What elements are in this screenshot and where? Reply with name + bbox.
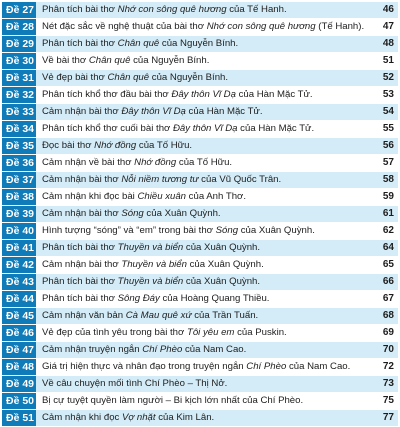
toc-row[interactable] [2,70,398,87]
toc-row[interactable] [2,342,398,359]
toc-title-text: Vẻ đẹp bài thơ [42,72,108,83]
toc-title [36,191,366,202]
toc-work-title: Nhớ con sông quê hương [117,4,227,15]
toc-title-text: Về bài thơ [42,55,89,66]
toc-title-text: Phân tích bài thơ [42,38,118,49]
toc-work-title: Sóng [121,208,144,219]
toc-page-number: 52 [382,72,394,83]
toc-row[interactable] [2,240,398,257]
toc-label: Đề 38 [2,189,36,205]
toc-page-number: 66 [382,276,394,287]
toc-page-number: 54 [382,106,394,117]
toc-work-title: Đây thôn Vĩ Dạ [172,123,238,134]
toc-row[interactable] [2,87,398,104]
toc-work-title: Vợ nhặt [122,412,156,423]
toc-title-suffix: của Hàn Mặc Tử. [237,123,315,134]
toc-title-text: Phân tích bài thơ [42,4,118,15]
toc-work-title: Sóng [215,225,239,236]
toc-title-suffix: của Nguyễn Bính. [149,72,229,83]
toc-page-number: 47 [382,21,394,32]
toc-title [36,21,366,32]
toc-page [2,0,398,424]
toc-work-title: Nhớ đồng [134,157,177,168]
toc-title-suffix: của Xuân Quỳnh. [186,259,264,270]
toc-work-title: Chí Phèo [246,361,287,372]
toc-work-title: Thuyền và biển [121,259,187,270]
toc-title [36,344,366,355]
toc-label: Đề 41 [2,240,36,256]
toc-label: Đề 46 [2,325,36,341]
toc-title [36,55,366,66]
toc-work-title: Thuyền và biển [117,276,184,287]
toc-title-text: Phân tích khổ thơ đầu bài thơ [42,89,172,100]
toc-row[interactable] [2,19,398,36]
toc-title [36,378,366,389]
toc-label: Đề 45 [2,308,36,324]
toc-title-text: Về câu chuyện mối tình Chí Phèo – Thị Nở. [42,378,228,389]
toc-row[interactable] [2,223,398,240]
toc-label: Đề 32 [2,87,36,103]
toc-page-number: 68 [382,310,394,321]
toc-label: Đề 39 [2,206,36,222]
toc-title-suffix: của Xuân Quỳnh. [183,276,261,287]
toc-title-suffix: của Puskin. [234,327,287,338]
toc-row[interactable] [2,138,398,155]
toc-title-suffix: của Trần Tuấn. [191,310,259,321]
toc-page-number: 59 [382,191,394,202]
toc-title-suffix: của Nguyễn Bính. [130,55,210,66]
toc-title-suffix: của Hàn Mặc Tử. [235,89,313,100]
toc-page-number: 77 [382,412,394,423]
toc-label: Đề 37 [2,172,36,188]
toc-label: Đề 29 [2,36,36,52]
toc-row[interactable] [2,393,398,410]
toc-title [36,395,366,406]
toc-label: Đề 50 [2,393,36,409]
toc-page-number: 67 [382,293,394,304]
toc-title [36,242,366,253]
toc-title-text: Đọc bài thơ [42,140,95,151]
toc-page-number: 48 [382,38,394,49]
toc-label: Đề 48 [2,359,36,375]
toc-title-suffix: của Hàn Mặc Tử. [185,106,263,117]
toc-title [36,140,366,151]
toc-page-number: 72 [382,361,394,372]
toc-row[interactable] [2,308,398,325]
toc-page-number: 46 [382,4,394,15]
toc-title-text: Bị cự tuyệt quyền làm người – Bi kịch lớn nhất của Chí Phèo. [42,395,304,406]
toc-title-suffix: của Hoàng Quang Thiều. [159,293,270,304]
toc-title-text: Hình tượng “sóng” và “em” trong bài thơ [42,225,216,236]
toc-work-title: Thuyền và biển [117,242,184,253]
toc-row[interactable] [2,155,398,172]
toc-title [36,89,366,100]
toc-row[interactable] [2,257,398,274]
toc-title [36,72,366,83]
toc-label: Đề 43 [2,274,36,290]
toc-title-text: Cảm nhận khi đọc [42,412,122,423]
toc-label: Đề 34 [2,121,36,137]
toc-title-text: Phân tích bài thơ [42,242,118,253]
toc-label: Đề 36 [2,155,36,171]
toc-title-text: Cảm nhận bài thơ [42,208,122,219]
toc-row[interactable] [2,291,398,308]
toc-row[interactable] [2,274,398,291]
toc-row[interactable] [2,376,398,393]
toc-row[interactable] [2,172,398,189]
toc-title-suffix: của Vũ Quốc Trân. [198,174,282,185]
toc-label: Đề 42 [2,257,36,273]
toc-title [36,276,366,287]
toc-title-suffix: của Xuân Quỳnh. [183,242,261,253]
toc-title-text: Giá trị hiện thực và nhân đạo trong truyện ngắn [42,361,247,372]
toc-row[interactable] [2,53,398,70]
toc-title-suffix: của Nguyễn Bính. [159,38,239,49]
toc-work-title: Chí Phèo [142,344,183,355]
toc-label: Đề 31 [2,70,36,86]
toc-title-suffix: của Tố Hữu. [136,140,193,151]
toc-page-number: 53 [382,89,394,100]
toc-work-title: Đây thôn Vĩ Dạ [171,89,236,100]
toc-title [36,412,366,423]
toc-label: Đề 49 [2,376,36,392]
toc-label: Đề 40 [2,223,36,239]
toc-page-number: 56 [382,140,394,151]
toc-work-title: Sông Đáy [117,293,160,304]
toc-title-text: Cảm nhận bài thơ [42,259,122,270]
toc-title [36,174,366,185]
toc-work-title: Chiều xuân [137,191,187,202]
toc-title [36,123,366,134]
toc-title [36,310,366,321]
toc-title-suffix: của Tố Hữu. [176,157,233,168]
toc-title [36,361,366,372]
toc-page-number: 70 [382,344,394,355]
toc-work-title: Nhớ con sông quê hương [206,21,316,32]
toc-work-title: Nhớ đồng [94,140,137,151]
toc-work-title: Chân quê [107,72,150,83]
toc-title-suffix: của Nam Cao. [286,361,351,372]
toc-title [36,293,366,304]
toc-label: Đề 27 [2,2,36,18]
toc-row[interactable] [2,36,398,53]
toc-title [36,225,366,236]
toc-work-title: Đây thôn Vĩ Dạ [121,106,186,117]
toc-title-text: Vẻ đẹp của tình yêu trong bài thơ [42,327,187,338]
toc-label: Đề 47 [2,342,36,358]
toc-title-text: Phân tích bài thơ [42,293,118,304]
toc-row[interactable] [2,206,398,223]
toc-title-suffix: (Tế Hanh). [315,21,365,32]
toc-row[interactable] [2,359,398,376]
toc-work-title: Nỗi niềm tương tư [121,174,199,185]
toc-work-title: Chân quê [117,38,160,49]
toc-page-number: 58 [382,174,394,185]
toc-page-number: 65 [382,259,394,270]
toc-title-text: Nét đặc sắc về nghệ thuật của bài thơ [42,21,207,32]
toc-title [36,259,366,270]
toc-title-text: Cảm nhận khi đọc bài [42,191,138,202]
toc-page-number: 51 [382,55,394,66]
toc-page-number: 75 [382,395,394,406]
toc-page-number: 55 [382,123,394,134]
toc-page-number: 62 [382,225,394,236]
toc-row[interactable] [2,121,398,138]
toc-label: Đề 44 [2,291,36,307]
toc-title [36,38,366,49]
toc-label: Đề 28 [2,19,36,35]
toc-title-text: Cảm nhận về bài thơ [42,157,135,168]
toc-page-number: 73 [382,378,394,389]
toc-title-suffix: của Xuân Quỳnh. [238,225,315,236]
toc-title-text: Cảm nhận bài thơ [42,106,122,117]
toc-row[interactable] [2,2,398,19]
toc-title [36,327,366,338]
toc-work-title: Chân quê [88,55,131,66]
toc-label: Đề 30 [2,53,36,69]
toc-title-text: Cảm nhận văn bản [42,310,126,321]
toc-title-suffix: của Nam Cao. [182,344,247,355]
toc-title [36,157,366,168]
toc-label: Đề 35 [2,138,36,154]
toc-title [36,4,366,15]
toc-row[interactable] [2,104,398,121]
toc-work-title: Tôi yêu em [186,327,235,338]
toc-page-number: 57 [382,157,394,168]
toc-row[interactable] [2,189,398,206]
toc-page-number: 61 [382,208,394,219]
toc-title-text: Cảm nhận truyện ngắn [42,344,143,355]
toc-title-text: Phân tích bài thơ [42,276,118,287]
toc-work-title: Cà Mau quê xứ [125,310,192,321]
toc-title-suffix: của Anh Thơ. [186,191,246,202]
toc-page-number: 69 [382,327,394,338]
toc-title [36,208,366,219]
toc-row[interactable] [2,325,398,342]
toc-label: Đề 51 [2,410,36,426]
toc-label: Đề 33 [2,104,36,120]
toc-title-suffix: của Xuân Quỳnh. [143,208,221,219]
toc-title-suffix: của Tế Hanh. [226,4,287,15]
toc-page-number: 64 [382,242,394,253]
toc-title-suffix: của Kim Lân. [155,412,215,423]
toc-title [36,106,366,117]
toc-row[interactable] [2,410,398,427]
toc-title-text: Cảm nhận bài thơ [42,174,122,185]
toc-title-text: Phân tích khổ thơ cuối bài thơ [42,123,173,134]
